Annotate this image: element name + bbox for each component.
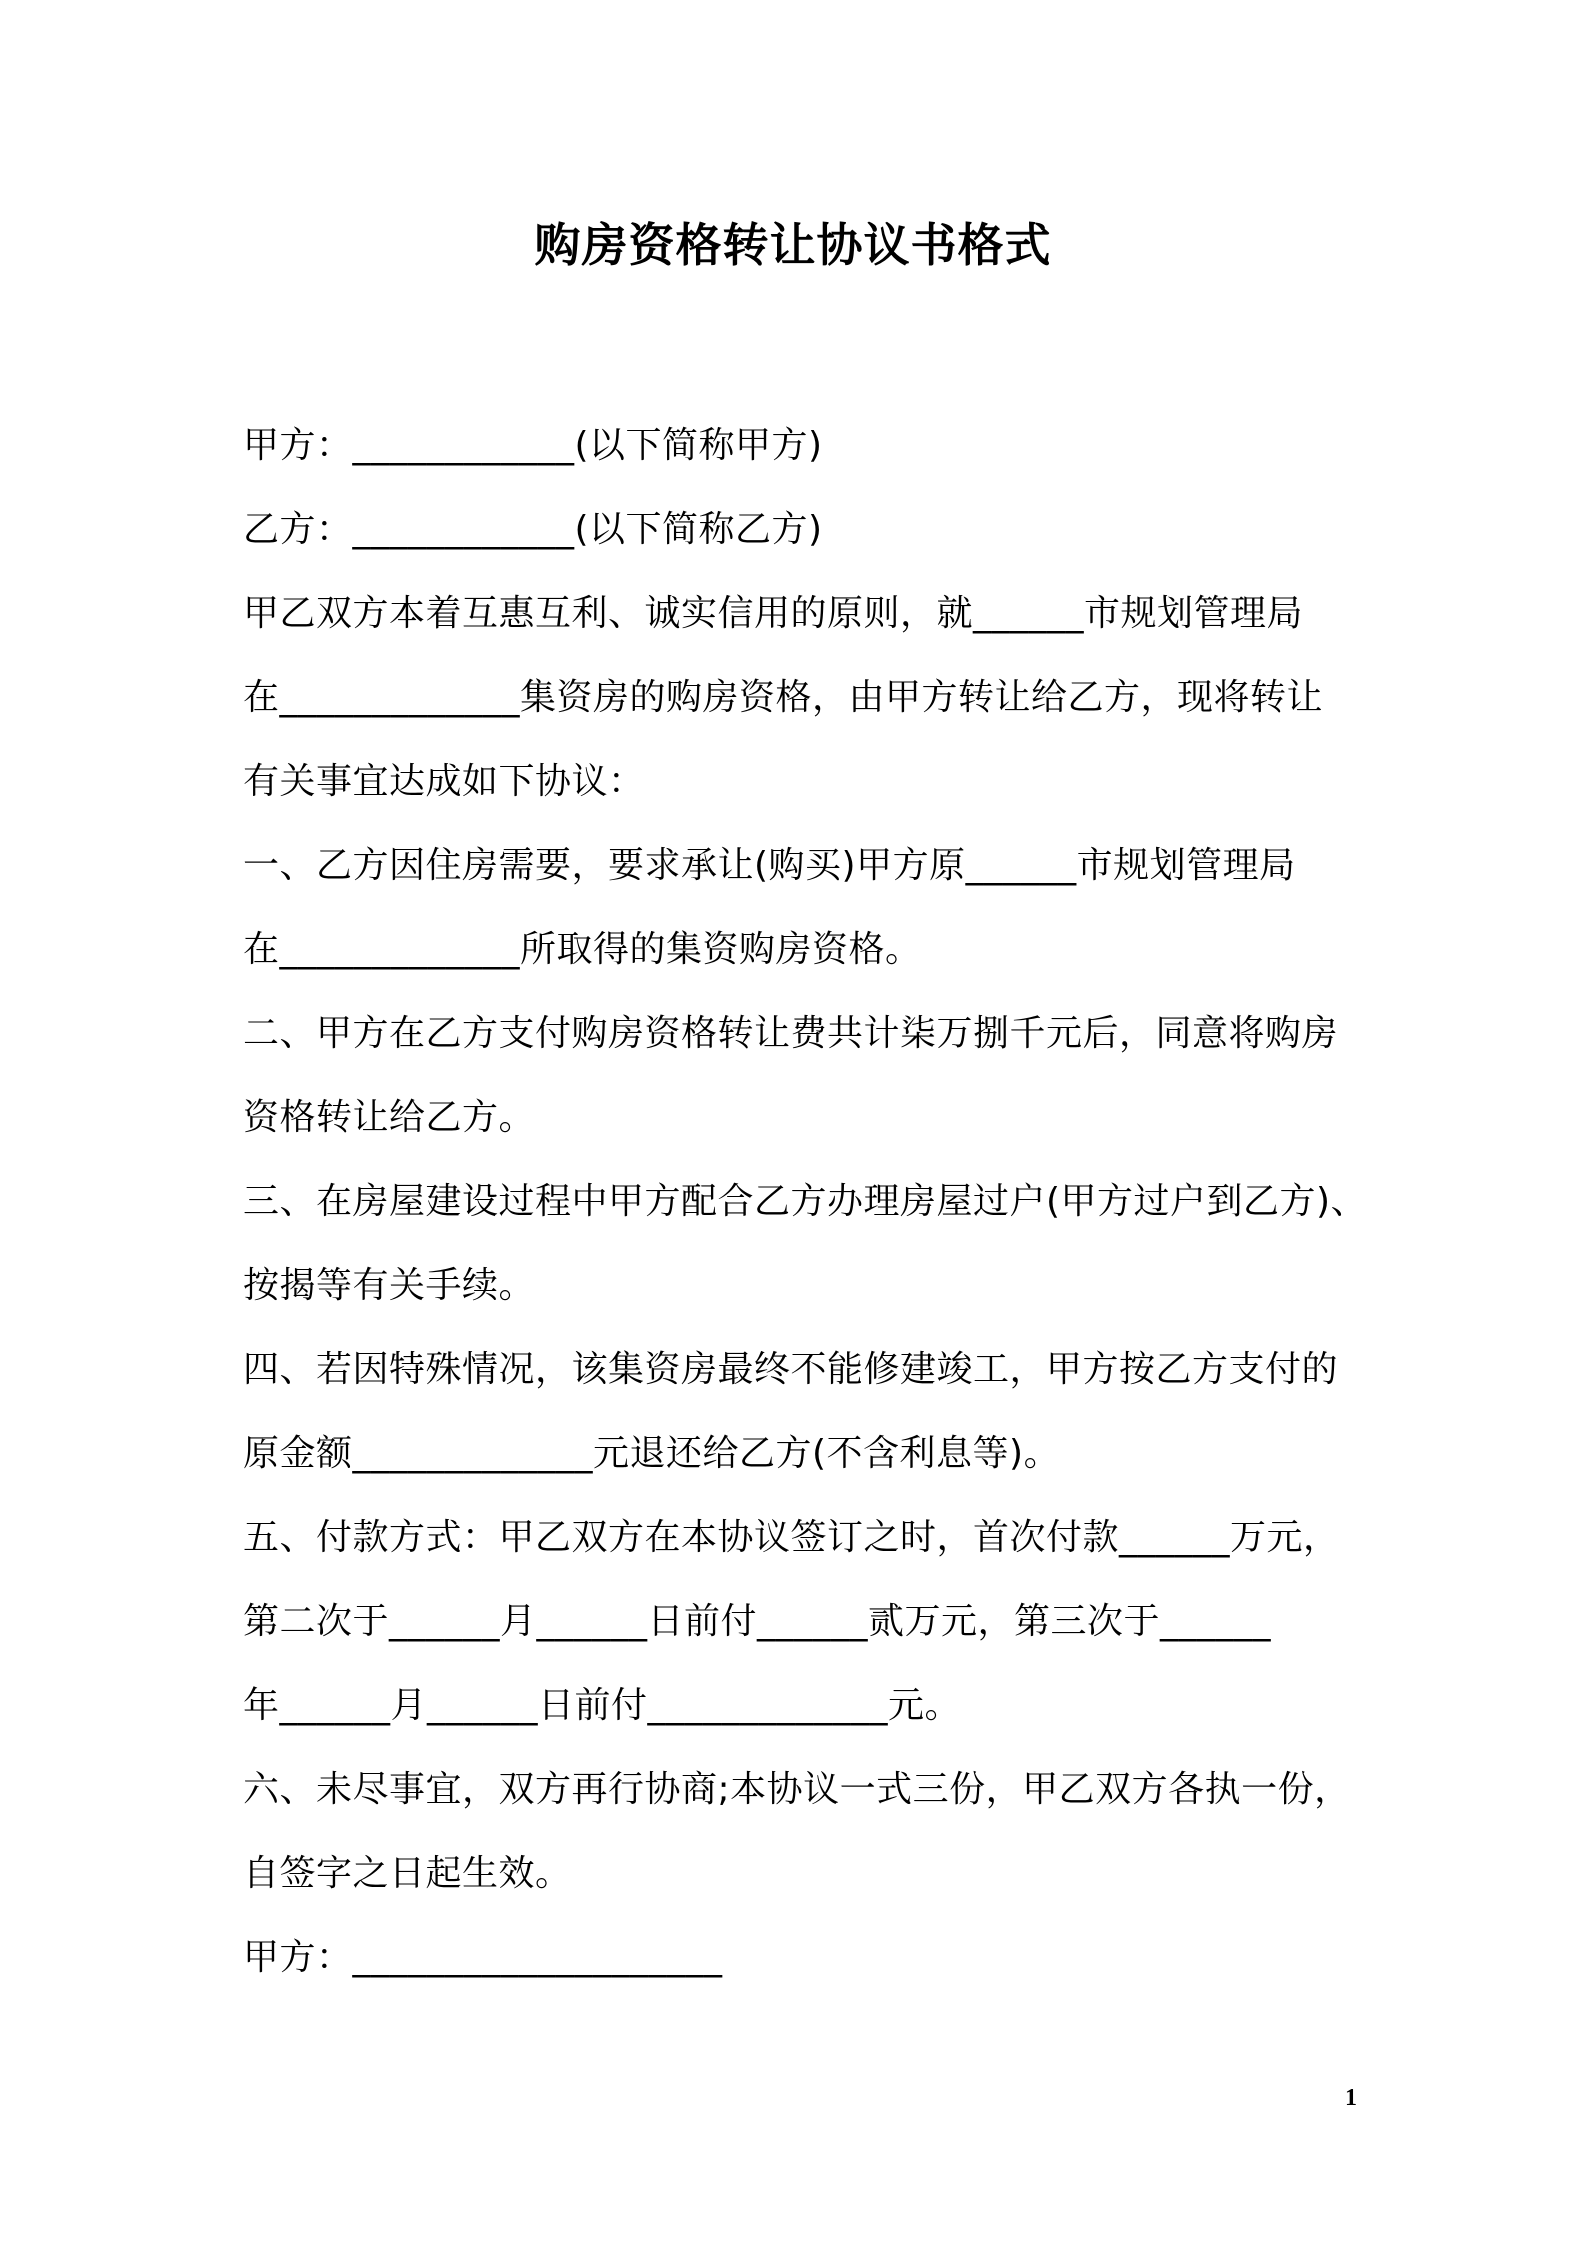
signature-party-a-line: 甲方：____________________ (243, 1937, 723, 1978)
document-title: 购房资格转让协议书格式 (534, 218, 1052, 272)
clause-5-line-2: 第二次于______月______日前付______贰万元，第三次于______ (243, 1601, 1272, 1642)
clause-5-line-3: 年______月______日前付_____________元。 (243, 1685, 962, 1726)
clause-3-line-1: 三、在房屋建设过程中甲方配合乙方办理房屋过户(甲方过户到乙方)、 (243, 1181, 1368, 1222)
intro-line-3: 有关事宜达成如下协议： (243, 761, 645, 802)
document-body (243, 404, 1368, 2000)
intro-line-1: 甲乙双方本着互惠互利、诚实信用的原则，就______市规划管理局 (243, 593, 1304, 634)
clause-6-line-1: 六、未尽事宜，双方再行协商;本协议一式三份，甲乙双方各执一份， (243, 1769, 1351, 1810)
clause-2-line-1: 二、甲方在乙方支付购房资格转让费共计柒万捌千元后，同意将购房 (243, 1013, 1339, 1054)
party-b-line: 乙方：____________(以下简称乙方) (243, 509, 823, 550)
clause-4-line-2: 原金额_____________元退还给乙方(不含利息等)。 (243, 1433, 1061, 1474)
clause-2-line-2: 资格转让给乙方。 (243, 1097, 536, 1138)
clause-6-line-2: 自签字之日起生效。 (243, 1853, 572, 1894)
clause-3-line-2: 按揭等有关手续。 (243, 1265, 536, 1306)
clause-1-line-2: 在_____________所取得的集资购房资格。 (243, 929, 922, 970)
clause-1-line-1: 一、乙方因住房需要，要求承让(购买)甲方原______市规划管理局 (243, 845, 1296, 886)
party-a-line: 甲方：____________(以下简称甲方) (243, 425, 823, 466)
clause-4-line-1: 四、若因特殊情况，该集资房最终不能修建竣工，甲方按乙方支付的 (243, 1349, 1339, 1390)
intro-line-2: 在_____________集资房的购房资格，由甲方转让给乙方，现将转让 (243, 677, 1324, 718)
page-number: 1 (1345, 2085, 1357, 2111)
clause-5-line-1: 五、付款方式：甲乙双方在本协议签订之时，首次付款______万元， (243, 1517, 1340, 1558)
